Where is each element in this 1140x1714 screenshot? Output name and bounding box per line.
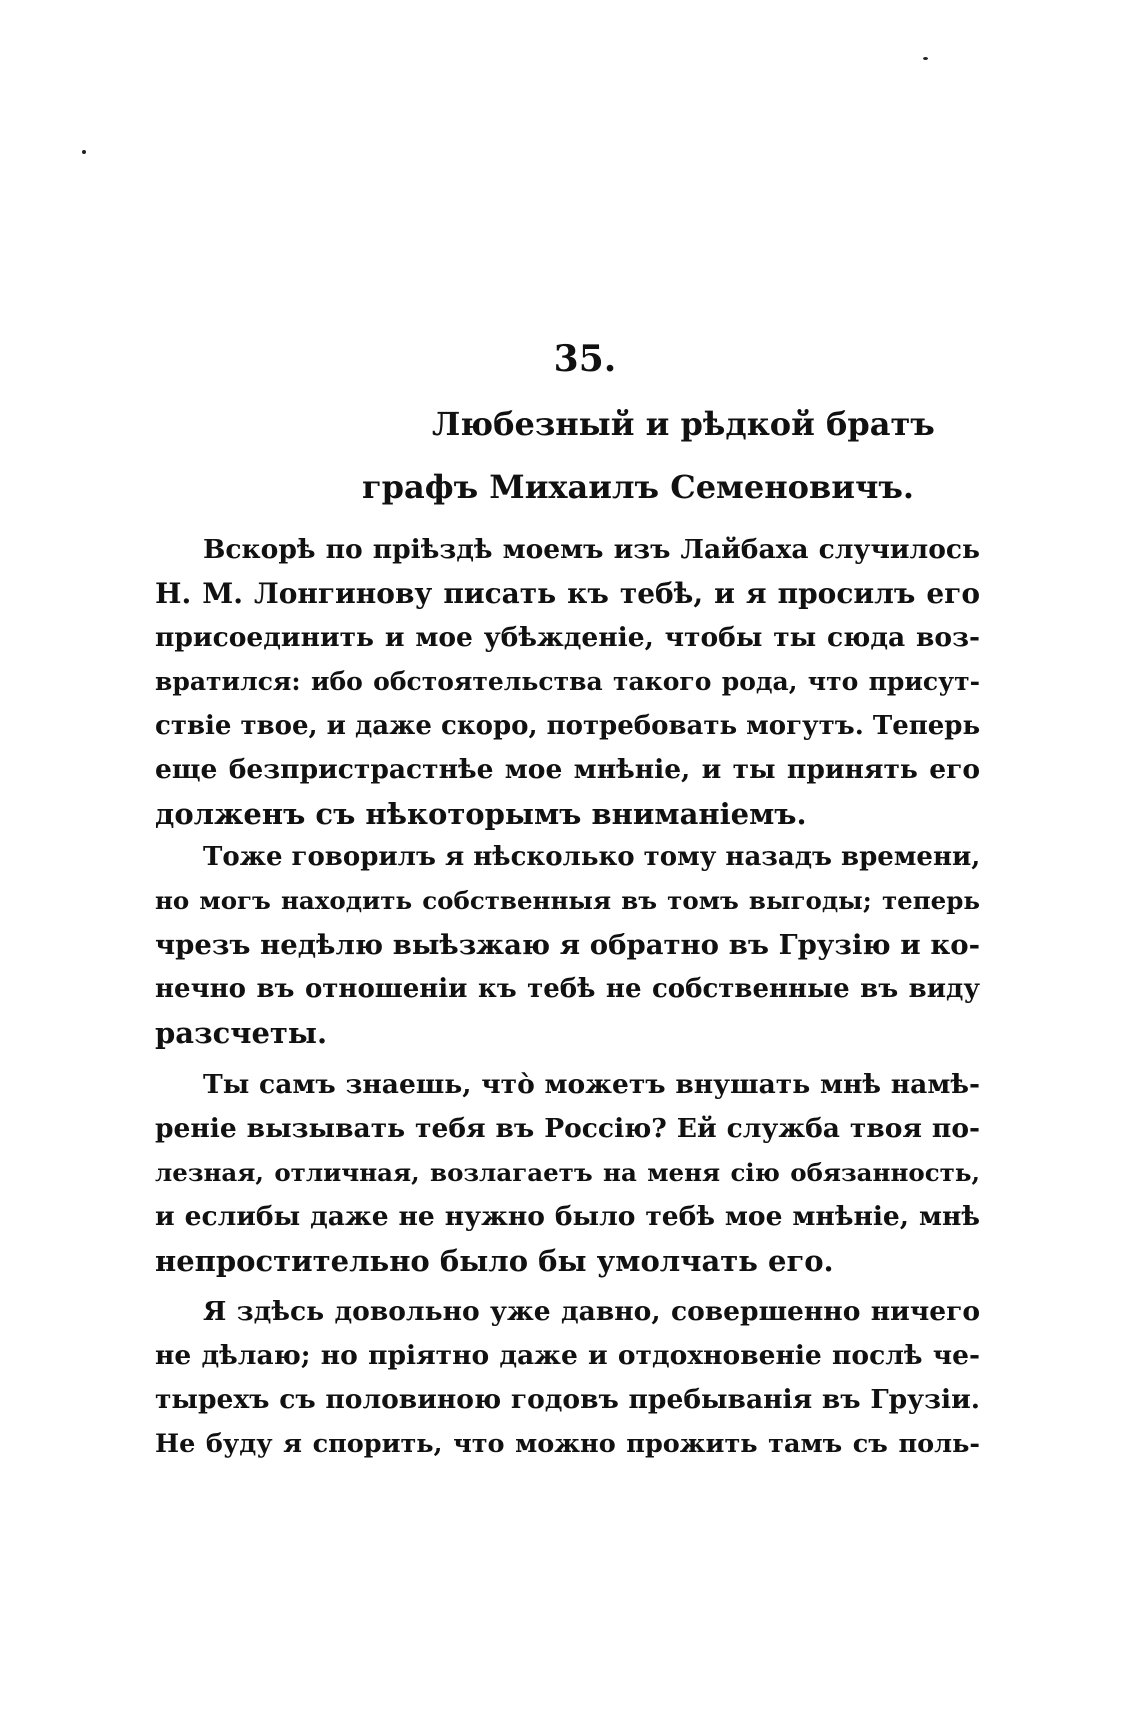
text-line: Ты самъ знаешь, что̀ можетъ внушать мнѣ намѣ- bbox=[203, 1069, 980, 1100]
text-line: Не буду я спорить, что можно прожить тамъ съ поль- bbox=[155, 1429, 980, 1459]
text-line: Я здѣсь довольно уже давно, совершенно ничего bbox=[203, 1296, 980, 1327]
salutation-line-1: Любезный и рѣдкой братъ bbox=[432, 405, 935, 443]
text-line: но могъ находить собственныя въ томъ выгоды; теперь bbox=[155, 886, 980, 915]
text-line: Вскорѣ по пріѣздѣ моемъ изъ Лайбаха случилось bbox=[203, 534, 980, 565]
text-line: не дѣлаю; но пріятно даже и отдохновеніе послѣ че- bbox=[155, 1340, 980, 1371]
text-line: и еслибы даже не нужно было тебѣ мое мнѣніе, мнѣ bbox=[155, 1201, 980, 1232]
paragraph-4 bbox=[155, 1290, 980, 1466]
text-line: разсчеты. bbox=[155, 1016, 328, 1050]
text-line: непростительно было бы умолчать его. bbox=[155, 1244, 834, 1278]
paragraph-3 bbox=[155, 1063, 980, 1283]
text-line: Н. М. Лонгинову писать къ тебѣ, и я просилъ его bbox=[155, 577, 980, 610]
text-line: нечно въ отношеніи къ тебѣ не собственные въ виду bbox=[155, 974, 980, 1004]
paragraph-2 bbox=[155, 835, 980, 1055]
text-line: реніе вызывать тебя въ Россію? Ей служба твоя по- bbox=[155, 1113, 980, 1144]
paragraph-1 bbox=[155, 528, 980, 836]
text-line: чрезъ недѣлю выѣзжаю я обратно въ Грузію и ко- bbox=[155, 929, 980, 961]
text-line: Тоже говорилъ я нѣсколько тому назадъ времени, bbox=[203, 842, 981, 872]
text-line: тырехъ съ половиною годовъ пребыванія въ Грузіи. bbox=[155, 1384, 980, 1415]
text-line: еще безпристрастнѣе мое мнѣніе, и ты принять его bbox=[155, 754, 980, 785]
text-line: долженъ съ нѣкоторымъ вниманіемъ. bbox=[155, 797, 807, 831]
text-line: вратился: ибо обстоятельства такого рода, что присут- bbox=[155, 667, 980, 696]
text-line: присоединить и мое убѣжденіе, чтобы ты сюда воз- bbox=[155, 622, 980, 653]
print-speck bbox=[923, 57, 928, 60]
letter-number: 35. bbox=[553, 338, 617, 380]
text-line: лезная, отличная, возлагаетъ на меня сію обязанность, bbox=[155, 1158, 980, 1187]
print-speck bbox=[82, 150, 86, 154]
text-line: ствіе твое, и даже скоро, потребовать могутъ. Теперь bbox=[155, 711, 981, 741]
salutation-line-2: графъ Михаилъ Семеновичъ. bbox=[362, 468, 915, 506]
